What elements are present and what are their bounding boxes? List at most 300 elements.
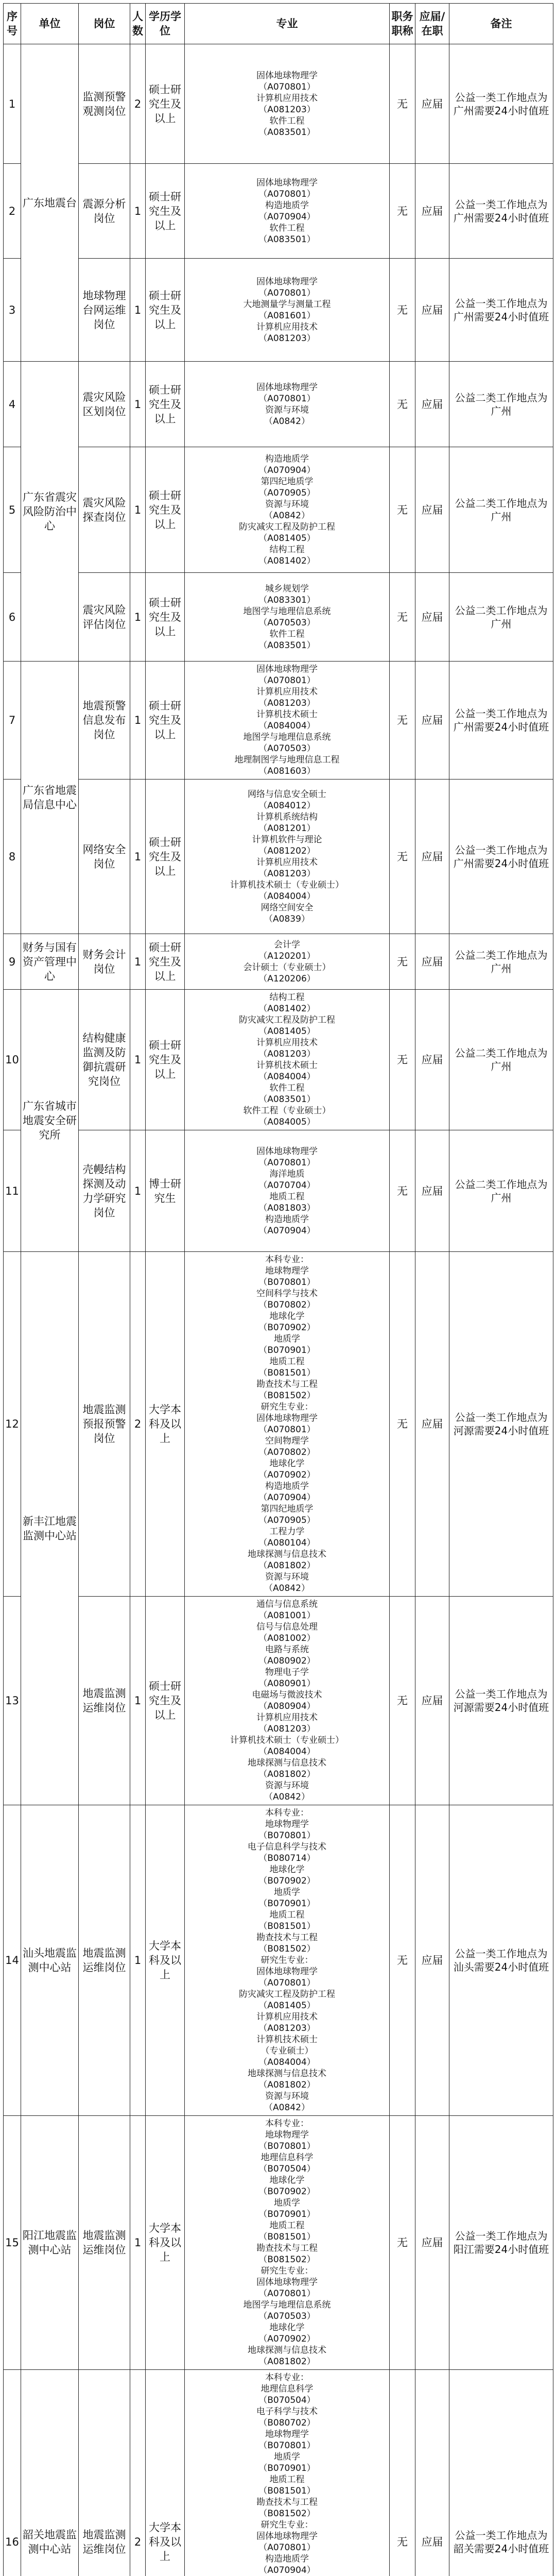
row-no: 11 [4, 1130, 21, 1252]
row-no: 5 [4, 447, 21, 573]
major-line: 勘查技术与工程 [256, 2497, 318, 2507]
row-status: 应届 [415, 2116, 449, 2370]
major-line: （A081603） [258, 766, 316, 776]
major-line: 勘查技术与工程 [256, 1379, 318, 1389]
major-line: （A081802） [258, 1561, 316, 1571]
major-line: 结构工程 [269, 992, 305, 1003]
major-line: 计算机应用技术 [256, 1038, 318, 1048]
row-title: 无 [390, 934, 415, 990]
row-post: 震灾风险评估岗位 [79, 573, 130, 662]
row-no: 15 [4, 2116, 21, 2370]
major-line: （A080901） [258, 1679, 316, 1689]
major-line: （A070503） [258, 2311, 316, 2321]
major-line: （A080104） [258, 1538, 316, 1548]
major-line: 构造地质学 [265, 453, 309, 464]
row-unit: 阳江地震监测中心站 [21, 2116, 79, 2370]
major-line: （A084005） [258, 1117, 316, 1127]
major-line: 电子信息科学与技术 [248, 1842, 326, 1852]
major-line: （B081501） [258, 2486, 316, 2496]
row-title: 无 [390, 573, 415, 662]
header-title: 职务职称 [390, 4, 415, 44]
major-line: 网络空间安全 [260, 902, 314, 913]
row-major [185, 1252, 390, 1597]
major-line: （A081203） [258, 2023, 316, 2033]
row-remark: 公益一类工作地点为阳江需要24小时值班 [449, 2116, 553, 2370]
row-major [185, 779, 390, 934]
table-row [4, 259, 553, 362]
major-line: 电子科学与技术 [256, 2406, 318, 2417]
row-remark: 公益一类工作地点为广州需要24小时值班 [449, 662, 553, 779]
row-remark: 公益二类工作地点为广州 [449, 1130, 553, 1252]
major-line: （A070801） [258, 2543, 316, 2553]
major-line: 地球探测与信息技术 [248, 1758, 326, 1768]
row-edu: 大学本科及以上 [146, 1805, 185, 2116]
major-line: 软件工程 [269, 1083, 305, 1093]
major-line: 资源与环境 [265, 404, 309, 415]
row-no: 1 [4, 44, 21, 164]
row-major [185, 259, 390, 362]
row-unit: 广东省震灾风险防治中心 [21, 362, 79, 662]
row-count: 2 [130, 2370, 146, 2576]
row-status: 应届 [415, 447, 449, 573]
major-line: 研究生专业： [260, 1955, 314, 1965]
major-line: 地球化学 [269, 2175, 305, 2185]
major-line: 软件工程 [269, 223, 305, 233]
major-line: 第四纪地质学 [260, 1504, 314, 1514]
major-line: 勘查技术与工程 [256, 2243, 318, 2253]
major-line: 软件工程 [269, 629, 305, 639]
major-line: 固体地球物理学 [256, 70, 318, 81]
major-line: （A083501） [258, 127, 316, 138]
row-remark: 公益一类工作地点为广州需要24小时值班 [449, 44, 553, 164]
header-row [4, 4, 553, 44]
row-status: 应届 [415, 934, 449, 990]
row-major [185, 362, 390, 447]
major-line: 研究生专业： [260, 2520, 314, 2530]
major-line: 计算机应用技术 [256, 93, 318, 104]
major-line: （A081802） [258, 1769, 316, 1780]
major-line: 固体地球物理学 [256, 177, 318, 188]
row-unit: 汕头地震监测中心站 [21, 1805, 79, 2116]
row-post: 震灾风险探查岗位 [79, 447, 130, 573]
major-line: 地球化学 [269, 1311, 305, 1321]
row-edu: 硕士研究生及以上 [146, 1597, 185, 1805]
major-line: （B070801） [258, 2141, 316, 2151]
major-line: （B070901） [258, 2209, 316, 2219]
major-line: （A070801） [258, 393, 316, 404]
major-line: 地球探测与信息技术 [248, 2069, 326, 2079]
major-line: （A070503） [258, 617, 316, 628]
major-line: （A081203） [258, 1049, 316, 1059]
row-title: 无 [390, 447, 415, 573]
row-count: 1 [130, 1597, 146, 1805]
major-line: （A0842） [264, 2103, 310, 2113]
major-line: 计算机应用技术 [256, 857, 318, 868]
row-edu: 硕士研究生及以上 [146, 990, 185, 1130]
row-title: 无 [390, 259, 415, 362]
major-line: （A081001） [258, 1611, 316, 1621]
row-count: 2 [130, 1252, 146, 1597]
major-line: （B070902） [258, 2187, 316, 2197]
row-count: 1 [130, 1805, 146, 2116]
major-line: 研究生专业： [260, 1402, 314, 1412]
major-line: （A081002） [258, 1633, 316, 1643]
row-no: 6 [4, 573, 21, 662]
major-line: 研究生专业： [260, 2266, 314, 2276]
major-line: 防灾减灾工程及防护工程 [239, 521, 335, 532]
major-line: （A070704） [258, 1180, 316, 1191]
row-major [185, 573, 390, 662]
row-no: 16 [4, 2370, 21, 2576]
row-post: 地震监测运维岗位 [79, 2116, 130, 2370]
row-status: 应届 [415, 662, 449, 779]
major-line: 地质工程 [269, 1191, 305, 1202]
row-edu: 博士研究生 [146, 1130, 185, 1252]
major-line: （A081203） [258, 698, 316, 708]
row-no: 3 [4, 259, 21, 362]
major-line: （A081402） [258, 555, 316, 566]
major-line: （A081402） [258, 1004, 316, 1014]
major-line: （B070801） [258, 1277, 316, 1287]
major-line: 计算机技术硕士 [256, 709, 318, 720]
row-title: 无 [390, 44, 415, 164]
row-unit: 新丰江地震监测中心站 [21, 1252, 79, 1805]
row-count: 1 [130, 362, 146, 447]
major-line: （B081501） [258, 1368, 316, 1378]
major-line: （B070504） [258, 2395, 316, 2405]
table-row [4, 2370, 553, 2576]
row-remark: 公益二类工作地点为广州 [449, 934, 553, 990]
major-line: （A081601） [258, 310, 316, 321]
table-row [4, 1252, 553, 1597]
major-line: （B081502） [258, 1391, 316, 1401]
row-status: 应届 [415, 259, 449, 362]
major-line: （A070905） [258, 1515, 316, 1526]
major-line: 地图学与地理信息系统 [243, 732, 331, 742]
row-post: 监测预警观测岗位 [79, 44, 130, 164]
major-line: （A070801） [258, 287, 316, 298]
row-status: 应届 [415, 362, 449, 447]
major-line: 地球物理学 [265, 1819, 309, 1829]
major-line: 通信与信息系统 [256, 1599, 318, 1609]
major-line: 地质学 [274, 2452, 300, 2462]
row-edu: 大学本科及以上 [146, 1252, 185, 1597]
major-line: 计算机技术硕士（专业硕士） [230, 1735, 344, 1745]
major-line: 计算机技术硕士（专业硕士） [230, 879, 344, 890]
major-line: （B070901） [258, 2463, 316, 2473]
major-line: 地球物理学 [265, 1266, 309, 1276]
header-major: 专业 [185, 4, 390, 44]
row-count: 1 [130, 164, 146, 259]
row-major [185, 164, 390, 259]
major-line: （A081201） [258, 823, 316, 834]
major-line: 计算机软件与理论 [252, 834, 322, 845]
major-line: 防灾减灾工程及防护工程 [239, 1989, 335, 1999]
major-line: 固体地球物理学 [256, 2531, 318, 2541]
row-count: 1 [130, 934, 146, 990]
major-line: 固体地球物理学 [256, 382, 318, 393]
row-major [185, 990, 390, 1130]
row-edu: 硕士研究生及以上 [146, 164, 185, 259]
row-remark: 公益二类工作地点为广州 [449, 362, 553, 447]
major-line: （A081802） [258, 2080, 316, 2090]
row-count: 1 [130, 779, 146, 934]
row-major [185, 1130, 390, 1252]
major-line: （A081405） [258, 533, 316, 544]
table-row [4, 662, 553, 779]
major-line: （B081501） [258, 2232, 316, 2242]
row-count: 1 [130, 573, 146, 662]
row-major [185, 934, 390, 990]
major-line: （A080902） [258, 1656, 316, 1666]
major-line: （A083301） [258, 595, 316, 605]
row-title: 无 [390, 990, 415, 1130]
major-line: 会计硕士（专业硕士） [243, 962, 331, 973]
row-title: 无 [390, 164, 415, 259]
table-row [4, 362, 553, 447]
row-no: 9 [4, 934, 21, 990]
row-count: 1 [130, 2116, 146, 2370]
row-edu: 大学本科及以上 [146, 2116, 185, 2370]
recruitment-table [3, 3, 553, 2576]
header-no: 序号 [4, 4, 21, 44]
major-line: （A083501） [258, 640, 316, 651]
major-line: 勘查技术与工程 [256, 1933, 318, 1943]
major-line: 电磁场与微波技术 [252, 1690, 322, 1700]
major-line: （A084012） [258, 800, 316, 811]
row-remark: 公益一类工作地点为广州需要24小时值班 [449, 779, 553, 934]
major-line: 构造地质学 [265, 1481, 309, 1492]
major-line: （A0842） [264, 416, 310, 427]
row-major [185, 447, 390, 573]
major-line: （A070905） [258, 487, 316, 498]
major-line: 海洋地质 [269, 1168, 305, 1179]
major-line: （A070904） [258, 1225, 316, 1236]
major-line: 空间科学与技术 [256, 1289, 318, 1299]
major-line: 计算机应用技术 [256, 687, 318, 697]
major-line: （B070902） [258, 1876, 316, 1886]
table-row [4, 934, 553, 990]
major-line: （A070801） [258, 675, 316, 686]
row-status: 应届 [415, 573, 449, 662]
header-edu: 学历学位 [146, 4, 185, 44]
major-line: 资源与环境 [265, 2091, 309, 2102]
major-line: 资源与环境 [265, 499, 309, 510]
table-row [4, 1130, 553, 1252]
row-post: 震灾风险区划岗位 [79, 362, 130, 447]
major-line: （A070801） [258, 1425, 316, 1435]
major-line: 本科专业： [265, 2119, 309, 2129]
row-status: 应届 [415, 2370, 449, 2576]
row-remark: 公益二类工作地点为广州 [449, 447, 553, 573]
major-line: 计算机应用技术 [256, 2012, 318, 2022]
major-line: （A084004） [258, 721, 316, 731]
row-status: 应届 [415, 1130, 449, 1252]
major-line: 地质学 [274, 1334, 300, 1344]
major-line: （A081803） [258, 1202, 316, 1213]
header-status: 应届/在职 [415, 4, 449, 44]
major-line: （A070904） [258, 465, 316, 476]
row-no: 2 [4, 164, 21, 259]
major-line: （A070802） [258, 1447, 316, 1458]
major-line: 网络与信息安全硕士 [248, 789, 326, 800]
major-line: 地球化学 [269, 1865, 305, 1875]
major-line: 地质学 [274, 2198, 300, 2208]
major-line: 地质工程 [269, 1357, 305, 1367]
major-line: 地质学 [274, 1887, 300, 1897]
row-edu: 硕士研究生及以上 [146, 662, 185, 779]
row-post: 地震监测运维岗位 [79, 1597, 130, 1805]
row-title: 无 [390, 1597, 415, 1805]
major-line: （A081203） [258, 104, 316, 115]
row-remark: 公益一类工作地点为河源需要24小时值班 [449, 1252, 553, 1597]
major-line: 本科专业： [265, 1255, 309, 1265]
major-line: 本科专业： [265, 2372, 309, 2383]
major-line: （A081203） [258, 1724, 316, 1734]
major-line: 地球探测与信息技术 [248, 1549, 326, 1560]
major-line: （B070801） [258, 2441, 316, 2451]
row-title: 无 [390, 362, 415, 447]
major-line: 工程力学 [269, 1527, 305, 1537]
major-line: （A070902） [258, 2334, 316, 2344]
major-line: 地球探测与信息技术 [248, 2345, 326, 2355]
major-line: （B081502） [258, 2255, 316, 2265]
row-edu: 硕士研究生及以上 [146, 259, 185, 362]
row-major [185, 662, 390, 779]
major-line: （A0842） [264, 1583, 310, 1594]
major-line: 地理信息科学 [260, 2384, 314, 2394]
major-line: 固体地球物理学 [256, 1413, 318, 1423]
row-title: 无 [390, 1130, 415, 1252]
major-line: （B081502） [258, 2509, 316, 2519]
major-line: （A070801） [258, 1157, 316, 1168]
major-line: （A081203） [258, 868, 316, 879]
header-remark: 备注 [449, 4, 553, 44]
table-row [4, 1805, 553, 2116]
major-line: （B070901） [258, 1345, 316, 1355]
row-count: 1 [130, 259, 146, 362]
major-line: （B070901） [258, 1899, 316, 1909]
row-title: 无 [390, 2116, 415, 2370]
major-line: 防灾减灾工程及防护工程 [239, 1015, 335, 1025]
major-line: （A120206） [258, 973, 316, 984]
row-status: 应届 [415, 164, 449, 259]
major-line: 地球化学 [269, 2323, 305, 2333]
major-line: 地球物理学 [265, 2429, 309, 2439]
major-line: 本科专业： [265, 1808, 309, 1818]
header-count: 人数 [130, 4, 146, 44]
major-line: （A070904） [258, 1493, 316, 1503]
major-line: 计算机技术硕士 [256, 2035, 318, 2045]
row-unit: 广东省地震局信息中心 [21, 662, 79, 934]
row-remark: 公益一类工作地点为河源需要24小时值班 [449, 1597, 553, 1805]
row-no: 14 [4, 1805, 21, 2116]
major-line: 信号与信息处理 [256, 1622, 318, 1632]
row-no: 8 [4, 779, 21, 934]
row-remark: 公益二类工作地点为广州 [449, 573, 553, 662]
row-edu: 硕士研究生及以上 [146, 934, 185, 990]
row-post: 地球物理台网运维岗位 [79, 259, 130, 362]
row-title: 无 [390, 2370, 415, 2576]
row-no: 13 [4, 1597, 21, 1805]
row-count: 2 [130, 44, 146, 164]
major-line: （B070801） [258, 1831, 316, 1841]
table-row [4, 573, 553, 662]
major-line: （A070801） [258, 1978, 316, 1988]
major-line: 地质工程 [269, 2221, 305, 2231]
row-remark: 公益一类工作地点为广州需要24小时值班 [449, 259, 553, 362]
major-line: （A0842） [264, 510, 310, 521]
major-line: 会计学 [274, 939, 300, 950]
row-status: 应届 [415, 1252, 449, 1597]
row-remark: 公益一类工作地点为广州需要24小时值班 [449, 164, 553, 259]
major-line: （专业硕士） [260, 2046, 314, 2056]
major-line: 结构工程 [269, 544, 305, 555]
row-edu: 硕士研究生及以上 [146, 362, 185, 447]
major-line: 电路与系统 [265, 1645, 309, 1655]
major-line: （A083501） [258, 1094, 316, 1105]
row-no: 4 [4, 362, 21, 447]
major-line: 构造地质学 [265, 2554, 309, 2564]
row-no: 10 [4, 990, 21, 1130]
major-line: （A070801） [258, 189, 316, 199]
row-status: 应届 [415, 44, 449, 164]
row-status: 应届 [415, 779, 449, 934]
row-post: 地震监测预报预警岗位 [79, 1252, 130, 1597]
row-count: 1 [130, 990, 146, 1130]
major-line: 构造地质学 [265, 200, 309, 211]
major-line: （A084004） [258, 1072, 316, 1082]
row-no: 12 [4, 1252, 21, 1597]
row-title: 无 [390, 1805, 415, 2116]
major-line: 计算机应用技术 [256, 1713, 318, 1723]
major-line: （A081405） [258, 1026, 316, 1037]
row-no: 7 [4, 662, 21, 779]
major-line: （A070902） [258, 1470, 316, 1480]
major-line: 固体地球物理学 [256, 1967, 318, 1977]
major-line: 地质工程 [269, 2475, 305, 2485]
major-line: 计算机系统结构 [256, 811, 318, 822]
major-line: （A084004） [258, 1747, 316, 1757]
major-line: 第四纪地质学 [260, 476, 314, 487]
row-count: 1 [130, 447, 146, 573]
major-line: 软件工程（专业硕士） [243, 1106, 331, 1116]
major-line: 固体地球物理学 [256, 2277, 318, 2287]
major-line: （B080714） [258, 1853, 316, 1863]
row-remark: 公益二类工作地点为广州 [449, 990, 553, 1130]
major-line: 计算机应用技术 [256, 321, 318, 332]
major-line: 构造地质学 [265, 1214, 309, 1225]
row-post: 地震监测运维岗位 [79, 1805, 130, 2116]
major-line: （A080904） [258, 1701, 316, 1711]
major-line: 资源与环境 [265, 1781, 309, 1791]
major-line: 城乡规划学 [265, 583, 309, 594]
table-row [4, 164, 553, 259]
major-line: 大地测量学与测量工程 [243, 299, 331, 310]
row-unit: 财务与国有资产管理中心 [21, 934, 79, 990]
row-unit: 广东地震台 [21, 44, 79, 362]
row-post: 壳幔结构探测及动力学研究岗位 [79, 1130, 130, 1252]
major-line: 地图学与地理信息系统 [243, 2300, 331, 2310]
major-line: 物理电子学 [265, 1667, 309, 1677]
header-unit: 单位 [21, 4, 79, 44]
row-remark: 公益一类工作地点为汕头需要24小时值班 [449, 1805, 553, 2116]
major-line: （A081203） [258, 333, 316, 344]
major-line: 软件工程 [269, 115, 305, 126]
major-line: 地理信息科学 [260, 2153, 314, 2163]
major-line: 地球化学 [269, 1459, 305, 1469]
table-row [4, 1597, 553, 1805]
